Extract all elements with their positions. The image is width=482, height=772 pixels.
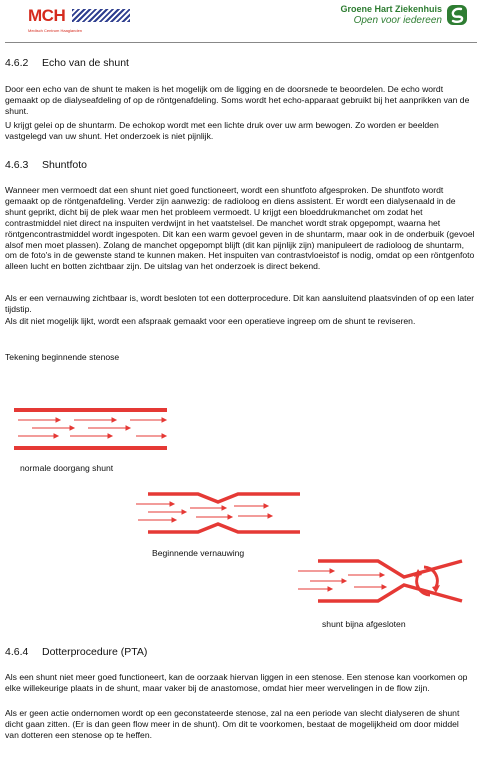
shunt-nearly-closed-drawing bbox=[296, 557, 464, 605]
ghz-logo-name: Groene Hart Ziekenhuis bbox=[340, 4, 442, 14]
section-heading-463 bbox=[5, 159, 87, 171]
ghz-swirl-icon bbox=[446, 4, 468, 26]
paragraph: Als er geen actie ondernomen wordt op een geconstateerde stenose, zal na een periode van slecht dialyseren de shunt dicht gaan zitten. (Er is dan geen flow meer in de shunt). Om dit te voorkomen, bestaat de mogelijkheid om door middel van dotteren een stenose op te heffen. bbox=[5, 708, 460, 740]
header-divider bbox=[5, 42, 477, 43]
vessel-wall-top bbox=[14, 408, 167, 412]
drawing-caption-nearly-closed: shunt bijna afgesloten bbox=[322, 619, 406, 629]
ghz-logo bbox=[328, 4, 468, 30]
paragraph: Door een echo van de shunt te maken is het mogelijk om de ligging en de doorsnede te beoordelen. De echo wordt gemaakt op de dialyseafdeling of op de röntgenafdeling. Soms wordt het echo-apparaat gebruikt bij het aanprikken van de shunt. bbox=[5, 84, 470, 116]
vessel-wall-bottom bbox=[14, 446, 167, 450]
drawing-caption-normal: normale doorgang shunt bbox=[20, 463, 114, 473]
section-heading-464 bbox=[5, 646, 147, 658]
section-title: Dotterprocedure (PTA) bbox=[42, 646, 148, 658]
ghz-logo-tagline: Open voor iedereen bbox=[353, 15, 442, 26]
section-heading-462 bbox=[5, 57, 129, 69]
paragraph: Als dit niet mogelijk lijkt, wordt een afspraak gemaakt voor een operatieve ingreep om de shunt te reviseren. bbox=[5, 316, 416, 326]
mch-stripes-icon bbox=[72, 9, 130, 22]
drawing-caption-narrowing: Beginnende vernauwing bbox=[152, 548, 245, 558]
mch-logo-text: MCH bbox=[28, 6, 66, 25]
shunt-narrowing-drawing bbox=[134, 490, 304, 536]
section-number: 4.6.4 bbox=[5, 646, 29, 658]
paragraph: Als een shunt niet meer goed functioneert, kan de oorzaak hiervan liggen in een stenose. Een stenose kan voorkomen op elke willekeurige plaats in de shunt, maar vaker bij de anastomose, omdat hier meer wervelingen in de flow zijn. bbox=[5, 672, 468, 693]
section-number: 4.6.3 bbox=[5, 159, 29, 171]
mch-logo bbox=[28, 6, 132, 42]
paragraph: Als er een vernauwing zichtbaar is, wordt besloten tot een dotterprocedure. Dit kan aansluitend plaatsvinden of op een later tijdstip. bbox=[5, 293, 475, 314]
vessel-wall-bottom bbox=[148, 524, 300, 532]
flow-arrows bbox=[136, 502, 272, 522]
section-title: Shuntfoto bbox=[42, 159, 87, 171]
paragraph: Wanneer men vermoedt dat een shunt niet goed functioneert, wordt een shuntfoto afgesproken. De shuntfoto wordt gemaakt op de röntgenafdeling. Verder zijn aanwezig: de radioloog en diens assistent. Er wordt een dialysenaald in de shunt geprikt, dicht bij de plek waar men het probleem vermoedt. U krijgt een bloeddrukmanchet om zodat het contrastmiddel niet direct na inspuiten verdwijnt in het vaatstelsel. De manchet wordt strak opgepompt, waarna het röntgencontrastmiddel wordt ingespoten. Dit kan een warm gevoel geven in de shuntarm, maar ook in de onderbuik (gevoel alsof men moet plassen). Zolang de manchet opgepompt blijft (dit kan pijnlijk zijn) manipuleert de radioloog de shuntarm, om de foto's in de gewenste stand te kunnen maken. Het inspuiten van contrastvloeistof is nodig, omdat op een röntgenfoto alleen lucht en botten zichtbaar zijn. De uitslag van het onderzoek is direct bekend. bbox=[5, 185, 475, 272]
shunt-normal-drawing bbox=[14, 408, 174, 458]
vessel-wall-top bbox=[318, 561, 462, 577]
flow-arrows bbox=[18, 418, 166, 438]
section-title: Echo van de shunt bbox=[42, 57, 129, 69]
section-number: 4.6.2 bbox=[5, 57, 29, 69]
mch-logo-subtitle: Medisch Centrum Haaglanden bbox=[28, 28, 83, 33]
vessel-wall-bottom bbox=[318, 585, 462, 601]
flow-arrows bbox=[298, 569, 386, 591]
paragraph: U krijgt gelei op de shuntarm. De echokop wordt met een lichte druk over uw arm bewogen. Zo worden er beelden vastgelegd van uw shunt. Het onderzoek is niet pijnlijk. bbox=[5, 120, 439, 141]
vessel-wall-top bbox=[148, 494, 300, 502]
drawing-title: Tekening beginnende stenose bbox=[5, 352, 120, 362]
